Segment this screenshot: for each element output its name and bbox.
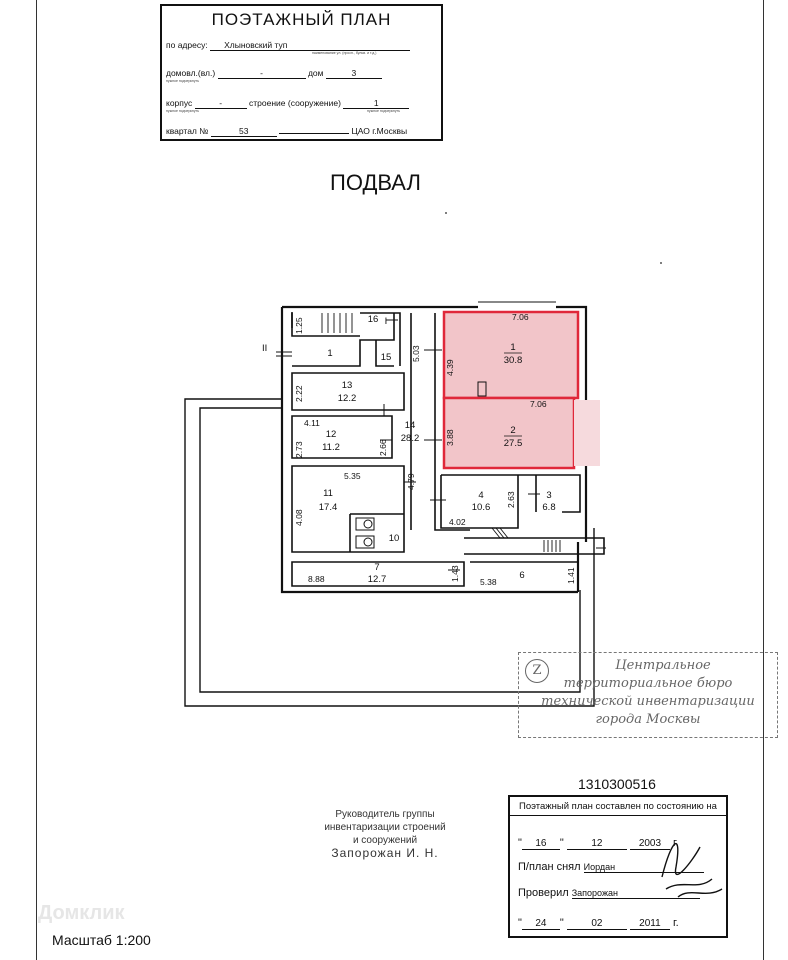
room-number: 6 (519, 570, 525, 581)
drawn-label: П/план снял (518, 861, 581, 873)
handwritten-signature (642, 827, 728, 907)
korpus-value: - (195, 98, 247, 109)
stamp-line: технической инвентаризации (541, 694, 755, 709)
room-number: 16 (367, 314, 379, 325)
district-value: ЦАО г.Москвы (351, 126, 408, 136)
room-number: 1 (510, 342, 516, 353)
room-area: 30.8 (503, 355, 523, 366)
stamp-line: города Москвы (595, 712, 701, 727)
room-number: 4 (478, 490, 484, 501)
building-label: строение (сооружение) (249, 98, 341, 108)
date1-day: 16 (522, 838, 560, 850)
stamp-line: Центральное (615, 658, 711, 673)
room-number: 13 (341, 380, 353, 391)
building-value: 1 (343, 98, 409, 109)
room-number: 11 (323, 488, 333, 499)
dimension: 3.88 (445, 429, 455, 446)
room-number: 2 (510, 425, 516, 436)
room-number: 14 (404, 420, 416, 431)
date1-year: 2003 (630, 838, 670, 850)
room-area: 28.2 (400, 433, 420, 444)
dimension: 2.22 (294, 385, 304, 402)
roman-label: I (384, 316, 388, 327)
dimension: 4.39 (445, 359, 455, 376)
dimension: 7.06 (530, 399, 547, 409)
quarter-value: 53 (211, 126, 277, 137)
document-title: ПОЭТАЖНЫЙ ПЛАН (211, 10, 392, 29)
room-area: 11.2 (322, 442, 340, 453)
dimension: 4.79 (406, 473, 416, 490)
address-label: по адресу: (166, 40, 208, 50)
year-suffix: г. (673, 917, 679, 929)
dimension: 2.66 (378, 439, 388, 456)
signature-line: и сооружений (352, 835, 418, 846)
room-area: 6.8 (542, 502, 556, 513)
date2-month: 02 (567, 918, 627, 930)
room-number: 3 (546, 490, 552, 501)
drawn-name: Иордан (584, 862, 704, 873)
dimension: 5.35 (344, 471, 361, 481)
scale-label: Масштаб 1:200 (52, 932, 151, 948)
signature-line: инвентаризации строений (324, 822, 446, 833)
dimension: 2.73 (294, 441, 304, 458)
checked-name: Запорожан (572, 888, 700, 899)
house-label: домовл.(вл.) (166, 68, 216, 78)
state-date-row: " 16 " 12 2003 г. (518, 837, 679, 849)
room-area: 10.6 (471, 502, 491, 513)
room-area: 27.5 (503, 438, 523, 449)
check-date-row: " 24 " 02 2011 г. (518, 917, 679, 929)
dom-label: дом (307, 68, 324, 78)
signature-name: Запорожан И. Н. (331, 846, 439, 860)
bti-stamp (518, 652, 778, 738)
floor-title: ПОДВАЛ (330, 170, 421, 195)
dimension: 1.25 (294, 317, 304, 334)
date2-day: 24 (522, 918, 560, 930)
dimension: 4.08 (294, 509, 304, 526)
roman-label: II (262, 343, 268, 354)
room-number: 12 (325, 429, 337, 440)
room-area: 17.4 (318, 502, 338, 513)
address-hint: наименование ул. (просп., бульв. и т.д.) (312, 51, 377, 55)
dimension: 5.03 (411, 345, 421, 362)
room-area: 12.7 (367, 574, 387, 585)
state-heading: Поэтажный план составлен по состоянию на (510, 801, 726, 816)
signature-line: Руководитель группы (335, 809, 435, 820)
room-number: 10 (388, 533, 400, 544)
dimension: 8.88 (308, 574, 325, 584)
stamp-line: территориальное бюро (563, 676, 733, 691)
house-value: - (218, 68, 306, 79)
room-number: 15 (380, 352, 392, 363)
dimension: 1.43 (450, 565, 460, 582)
address-value: Хлыновский туп (210, 40, 410, 51)
building-hint: нужное подчеркнуть (367, 109, 401, 113)
year-suffix: г. (673, 837, 679, 849)
dimension: 4.11 (304, 418, 320, 428)
room-number: 1 (327, 348, 333, 359)
dimension: 5.38 (480, 577, 497, 587)
house-hint: нужное подчеркнуть (166, 79, 200, 83)
checked-label: Проверил (518, 887, 569, 899)
korpus-hint: нужное подчеркнуть (166, 109, 200, 113)
korpus-label: корпус (166, 98, 193, 108)
dimension: 4.02 (449, 517, 466, 527)
room-number: 7 (374, 562, 380, 573)
dimension: 7.06 (512, 312, 529, 322)
stamp-symbol: Z (525, 659, 549, 683)
state-box (508, 795, 728, 938)
plumbing-fixtures (356, 518, 374, 548)
document-code: 1310300516 (578, 776, 656, 792)
date2-year: 2011 (630, 918, 670, 930)
dom-value: 3 (326, 68, 382, 79)
quarter-label: квартал № (166, 126, 209, 136)
dimension: 2.63 (506, 491, 516, 508)
room-area: 12.2 (337, 393, 357, 404)
domclick-watermark: Домклик (38, 902, 125, 924)
group-leader-signature (300, 808, 470, 860)
dimension: 1.41 (566, 567, 576, 584)
date1-month: 12 (567, 838, 627, 850)
